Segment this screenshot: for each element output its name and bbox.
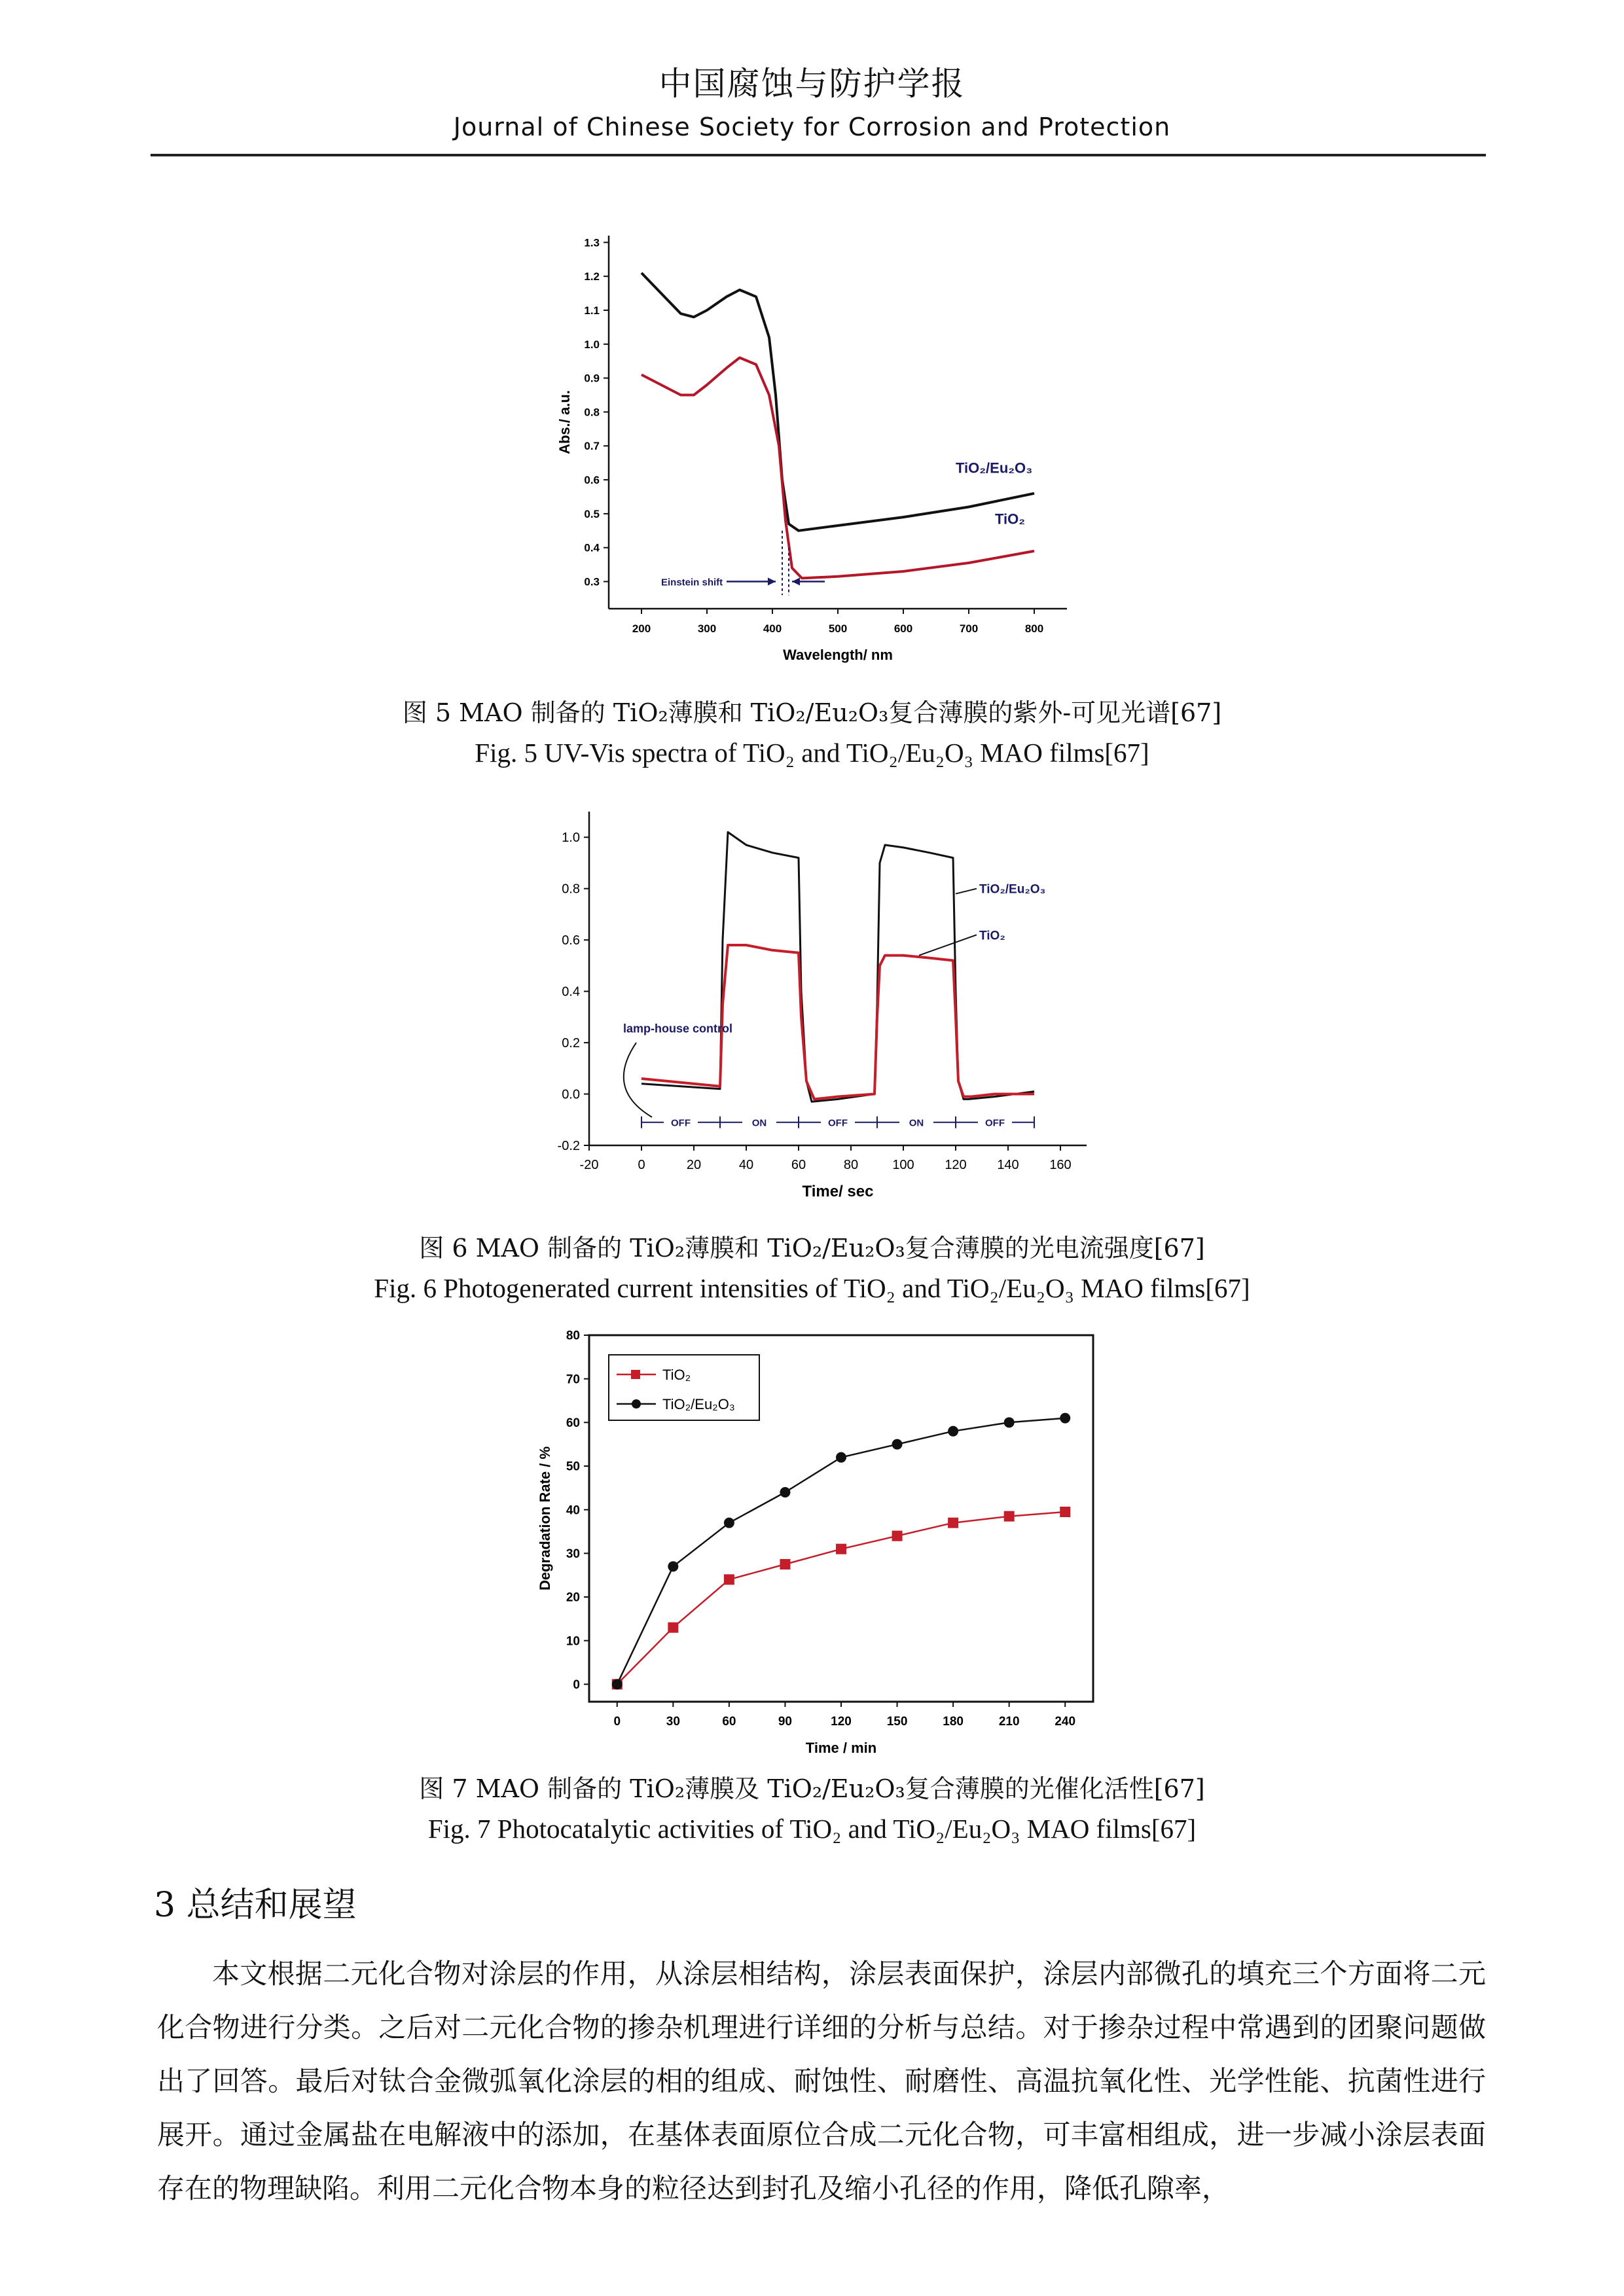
y-tick-label: 10 (566, 1634, 580, 1649)
phase-label: ON (751, 1117, 767, 1129)
journal-title-cn: 中国腐蚀与防护学报 (659, 65, 965, 103)
data-point-tio2-eu2o3 (892, 1439, 903, 1450)
y-tick-label: 50 (566, 1460, 580, 1474)
y-tick-label: 0.4 (584, 541, 600, 554)
y-tick-label: -0.2 (557, 1139, 580, 1153)
series-label-tio2: TiO₂ (979, 929, 1005, 943)
figure-5-caption-en: Fig. 5 UV-Vis spectra of TiO₂ and TiO₂/Eu₂O₃ MAO films[67] (475, 738, 1149, 768)
data-point-tio2 (836, 1544, 846, 1554)
y-axis-label: Abs./ a.u. (556, 390, 573, 454)
x-tick-label: 40 (738, 1158, 754, 1172)
y-tick-label: 1.3 (584, 236, 600, 249)
data-point-tio2-eu2o3 (724, 1518, 734, 1528)
y-tick-label: 40 (566, 1503, 580, 1518)
y-tick-label: 30 (566, 1547, 580, 1561)
figure-5-uvvis-chart (543, 216, 1100, 674)
x-tick-label: 180 (943, 1715, 964, 1729)
y-tick-label: 0.3 (584, 575, 600, 588)
lamp-house-control-label: lamp-house control (623, 1022, 733, 1035)
y-tick-label: 60 (566, 1416, 580, 1430)
phase-label: OFF (671, 1117, 691, 1129)
y-tick-label: 80 (566, 1329, 580, 1343)
journal-title-en: Journal of Chinese Society for Corrosion and Protection (453, 113, 1171, 141)
x-tick-label: 120 (945, 1158, 967, 1172)
data-point-tio2 (1060, 1507, 1070, 1517)
legend-marker-tio2 (631, 1370, 640, 1379)
x-tick-label: 0 (613, 1715, 621, 1729)
x-tick-label: 100 (892, 1158, 914, 1172)
x-tick-label: 600 (893, 622, 913, 635)
series-line-tio2-eu2o3 (641, 832, 1034, 1102)
figure-5-caption-cn: 图 5 MAO 制备的 TiO₂薄膜和 TiO₂/Eu₂O₃复合薄膜的紫外-可见光谱[67] (402, 698, 1222, 727)
y-tick-label: 20 (566, 1590, 580, 1605)
figure-7-degradation-chart (517, 1316, 1106, 1761)
data-point-tio2-eu2o3 (612, 1679, 623, 1689)
y-tick-label: 70 (566, 1372, 580, 1387)
x-tick-label: 60 (722, 1715, 736, 1729)
data-point-tio2 (1004, 1511, 1015, 1522)
einstein-shift-arrowhead-right (792, 578, 800, 586)
figure-6-caption-cn: 图 6 MAO 制备的 TiO₂薄膜和 TiO₂/Eu₂O₃复合薄膜的光电流强度[67] (419, 1234, 1205, 1263)
x-tick-label: 30 (666, 1715, 680, 1729)
y-axis-label: Degradation Rate / % (537, 1446, 553, 1591)
data-point-tio2 (668, 1623, 678, 1633)
x-tick-label: 500 (828, 622, 848, 635)
x-axis-label: Time/ sec (802, 1183, 874, 1200)
einstein-shift-arrowhead-left (768, 578, 776, 586)
body-paragraph: 本文根据二元化合物对涂层的作用，从涂层相结构，涂层表面保护，涂层内部微孔的填充三个方面将二元化合物进行分类。之后对二元化合物的掺杂机理进行详细的分析与总结。对于掺杂过程中常遇到的团聚问题做出了回答。最后对钛合金微弧氧化涂层的相的组成、耐蚀性、耐磨性、高温抗氧化性、光学性能、抗菌性进行展开。通过金属盐在电解液中的添加，在基体表面原位合成二元化合物，可丰富相组成，进一步减小涂层表面存在的物理缺陷。利用二元化合物本身的粒径达到封孔及缩小孔径的作用，降低孔隙率， (157, 1958, 1486, 2204)
y-tick-label: 0.8 (584, 406, 600, 419)
data-point-tio2 (948, 1518, 958, 1528)
data-point-tio2-eu2o3 (780, 1487, 790, 1498)
series-leader-tio2-eu2o3 (956, 889, 977, 894)
x-tick-label: 240 (1055, 1715, 1076, 1729)
y-tick-label: 0 (573, 1677, 580, 1692)
phase-label: OFF (985, 1117, 1005, 1129)
y-tick-label: 0.0 (562, 1087, 580, 1102)
legend-label-tio2: TiO₂ (662, 1367, 691, 1383)
einstein-shift-label: Einstein shift (661, 577, 723, 588)
y-tick-label: 1.0 (584, 338, 600, 351)
legend-label-tio2-eu2o3: TiO₂/Eu₂O₃ (662, 1396, 735, 1412)
x-tick-label: 210 (998, 1715, 1020, 1729)
x-tick-label: 0 (638, 1158, 645, 1172)
x-tick-label: 160 (1049, 1158, 1072, 1172)
figure-6-caption-en: Fig. 6 Photogenerated current intensities of TiO₂ and TiO₂/Eu₂O₃ MAO films[67] (374, 1273, 1250, 1303)
series-leader-tio2 (919, 935, 977, 955)
x-tick-label: 90 (778, 1715, 793, 1729)
figure-7-caption-cn: 图 7 MAO 制备的 TiO₂薄膜及 TiO₂/Eu₂O₃复合薄膜的光催化活性[67] (419, 1774, 1205, 1803)
data-point-tio2 (780, 1559, 790, 1570)
x-tick-label: 800 (1024, 622, 1044, 635)
phase-label: ON (909, 1117, 924, 1129)
series-line-tio2 (617, 1512, 1065, 1684)
x-axis-label: Wavelength/ nm (783, 647, 893, 663)
y-tick-label: 0.6 (562, 933, 580, 948)
data-point-tio2-eu2o3 (668, 1561, 678, 1571)
x-tick-label: 400 (763, 622, 782, 635)
series-label-tio2: TiO₂ (995, 511, 1026, 528)
series-label-tio2-eu2o3: TiO₂/Eu₂O₃ (979, 882, 1046, 897)
x-tick-label: -20 (579, 1158, 599, 1172)
x-axis-label: Time / min (805, 1740, 877, 1756)
data-point-tio2-eu2o3 (1060, 1413, 1070, 1424)
data-point-tio2-eu2o3 (836, 1452, 846, 1463)
y-tick-label: 0.6 (584, 474, 600, 487)
figure-6-photocurrent-chart (543, 792, 1106, 1224)
data-point-tio2 (724, 1574, 734, 1585)
y-tick-label: 1.0 (562, 831, 580, 846)
x-tick-label: 140 (997, 1158, 1019, 1172)
figure-7-caption-en: Fig. 7 Photocatalytic activities of TiO₂ and TiO₂/Eu₂O₃ MAO films[67] (427, 1814, 1197, 1844)
y-tick-label: 1.2 (584, 270, 600, 283)
data-point-tio2 (892, 1531, 903, 1541)
phase-label: OFF (828, 1117, 848, 1129)
header-divider (151, 154, 1486, 156)
y-tick-label: 0.4 (562, 984, 580, 999)
x-tick-label: 150 (886, 1715, 908, 1729)
x-tick-label: 80 (843, 1158, 859, 1172)
y-tick-label: 0.9 (584, 372, 600, 385)
y-tick-label: 0.8 (562, 882, 580, 897)
section-title: 3 总结和展望 (154, 1886, 357, 1925)
x-tick-label: 200 (632, 622, 651, 635)
y-tick-label: 0.5 (584, 507, 600, 520)
x-tick-label: 60 (791, 1158, 806, 1172)
x-tick-label: 300 (697, 622, 717, 635)
x-tick-label: 20 (686, 1158, 702, 1172)
y-tick-label: 0.7 (584, 440, 600, 453)
data-point-tio2-eu2o3 (1004, 1417, 1015, 1427)
series-line-tio2-eu2o3 (641, 273, 1034, 531)
x-tick-label: 120 (831, 1715, 852, 1729)
y-tick-label: 0.2 (562, 1036, 580, 1051)
legend-marker-tio2-eu2o3 (632, 1399, 641, 1408)
series-label-tio2-eu2o3: TiO₂/Eu₂O₃ (956, 459, 1033, 476)
data-point-tio2-eu2o3 (948, 1426, 958, 1437)
x-tick-label: 700 (959, 622, 979, 635)
y-tick-label: 1.1 (584, 304, 600, 317)
